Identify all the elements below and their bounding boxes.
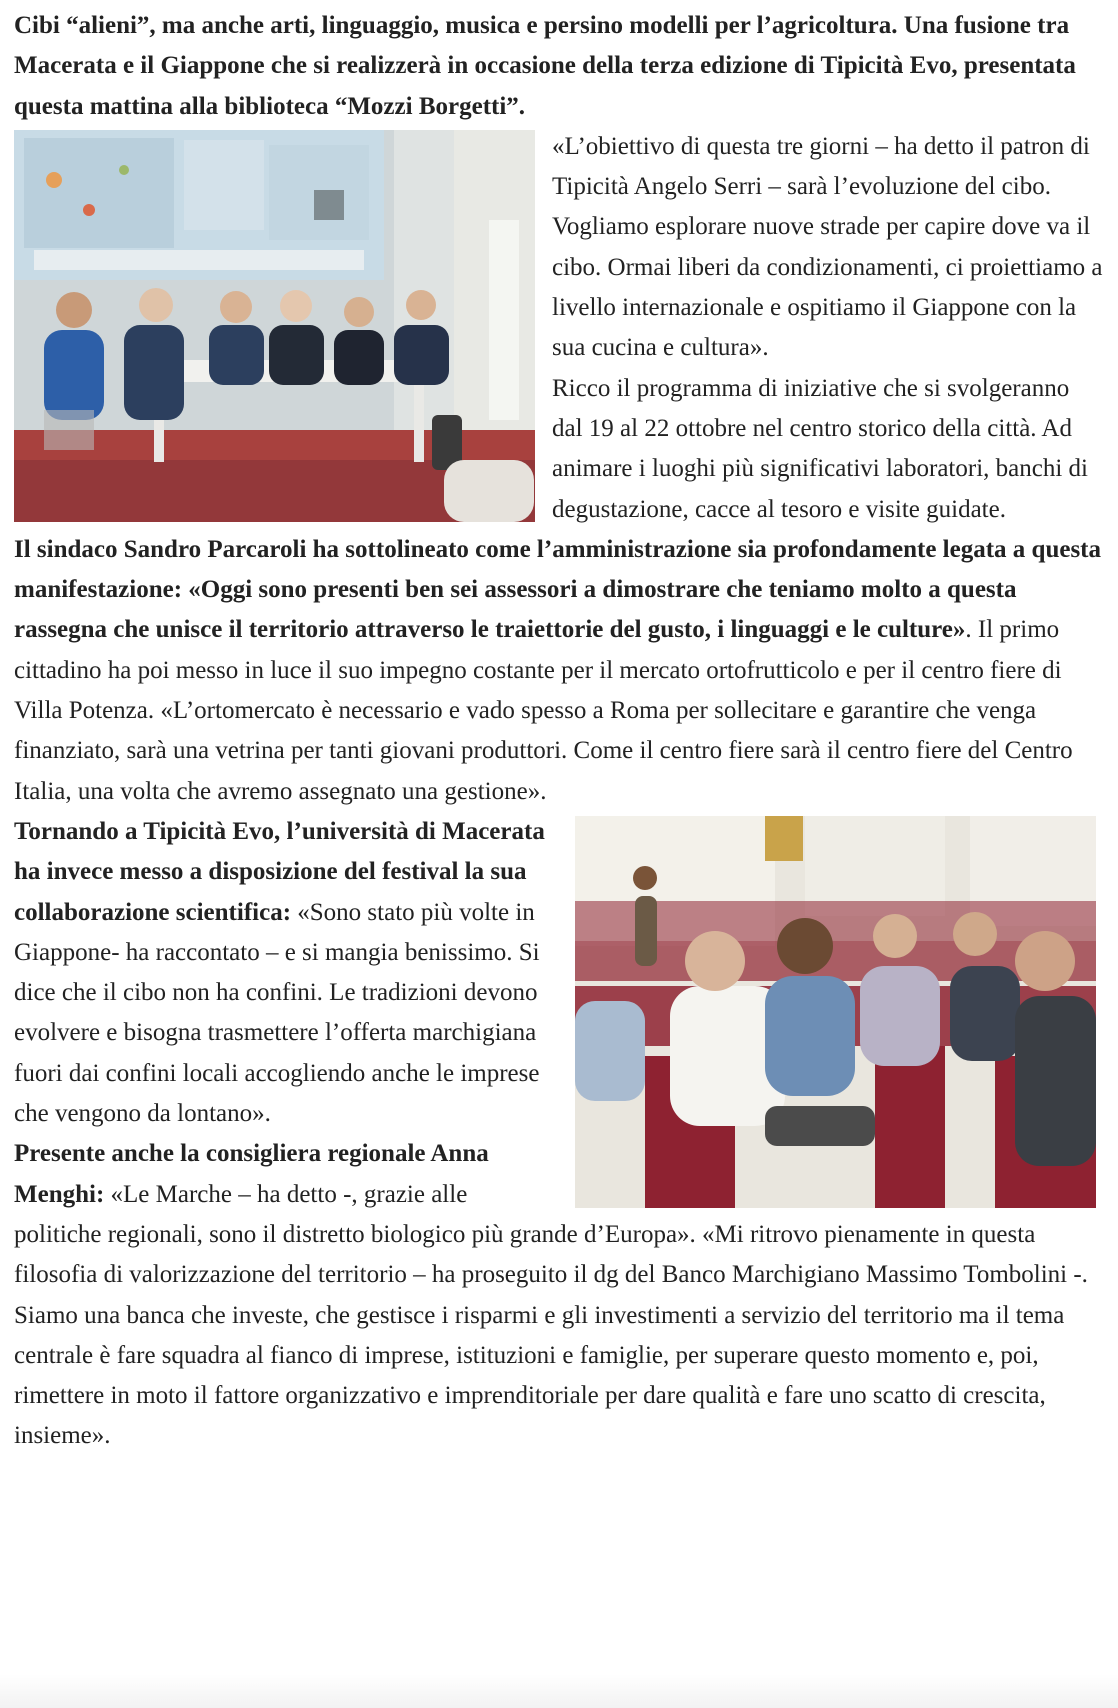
university-bold: Tornando a Tipicità Evo, l’università di Macerata ha invece messo a disposizione del festival la sua collaborazione scientifica: <box>14 817 545 926</box>
conference-panel-photo <box>14 130 535 522</box>
parcaroli-rest: . Il primo cittadino ha poi messo in luce il suo impegno costante per il mercato ortofrutticolo e per il centro fiere di Villa Potenza. «L’ortomercato è necessario e vado spesso a Roma per sollecitare e garantire che venga finanziato, sarà una vetrina per tanti giovani produttori. Come il centro fiere sarà il centro fiere del Centro Italia, una volta che avremo assegnato una gestione». <box>14 616 1073 805</box>
university-rest: «Sono stato più volte in Giappone- ha raccontato – e si mangia benissimo. Si dice che il cibo non ha confini. Le tradizioni devono evolvere e bisogna trasmettere l’offerta marchigiana fuori dai confini locali accogliendo anche le imprese che vengono da lontano». <box>14 898 540 1128</box>
menghi-bold: Presente anche la consigliera regionale Anna Menghi: <box>14 1140 489 1208</box>
conference-panel-illustration <box>14 130 535 522</box>
menghi-rest: «Le Marche – ha detto -, grazie alle politiche regionali, sono il distretto biologico più grande d’Europa». «Mi ritrovo pienamente in questa filosofia di valorizzazione del territorio – ha proseguito il dg del Banco Marchigiano Massimo Tombolini -. Siamo una banca che investe, che gestisce i risparmi e gli investimenti a servizio del territorio ma il tema centrale è fare squadra al fianco di imprese, istituzioni e famiglie, per superare questo momento e, poi, rimettere in moto il fattore organizzativo e imprenditoriale per dare qualità e fare uno scatto di crescita, insieme». <box>14 1180 1088 1450</box>
audience-photo <box>575 816 1096 1208</box>
serri-quote: «L’obiettivo di questa tre giorni – ha detto il patron di Tipicità Angelo Serri – sarà l’evoluzione del cibo. Vogliamo esplorare nuove strade per capire dove va il cibo. Ormai liberi da condizionamenti, ci proiettiamo a livello internazionale e ospitiamo il Giappone con la sua cucina e cultura». <box>552 132 1103 362</box>
audience-illustration <box>575 816 1096 1208</box>
program-paragraph: Ricco il programma di iniziative che si svolgeranno dal 19 al 22 ottobre nel centro storico della città. Ad animare i luoghi più significativi laboratori, banchi di degustazione, cacce al tesoro e visite guidate. <box>552 374 1088 523</box>
intro-paragraph <box>14 6 1104 127</box>
article-body <box>14 0 1104 1457</box>
intro-text: Cibi “alieni”, ma anche arti, linguaggio, musica e persino modelli per l’agricoltura. Una fusione tra Macerata e il Giappone che si realizzerà in occasione della terza edizione di Tipicità Evo, presentata questa mattina alla biblioteca “Mozzi Borgetti”. <box>14 12 1076 120</box>
parcaroli-bold: Il sindaco Sandro Parcaroli ha sottolineato come l’amministrazione sia profondamente legata a questa manifestazione: «Oggi sono presenti ben sei assessori a dimostrare che teniamo molto a questa rassegna che unisce il territorio attraverso le traiettorie del gusto, i linguaggi e le culture» <box>14 535 1102 644</box>
bottom-fade <box>0 1674 1118 1708</box>
parcaroli-paragraph <box>14 530 1104 812</box>
